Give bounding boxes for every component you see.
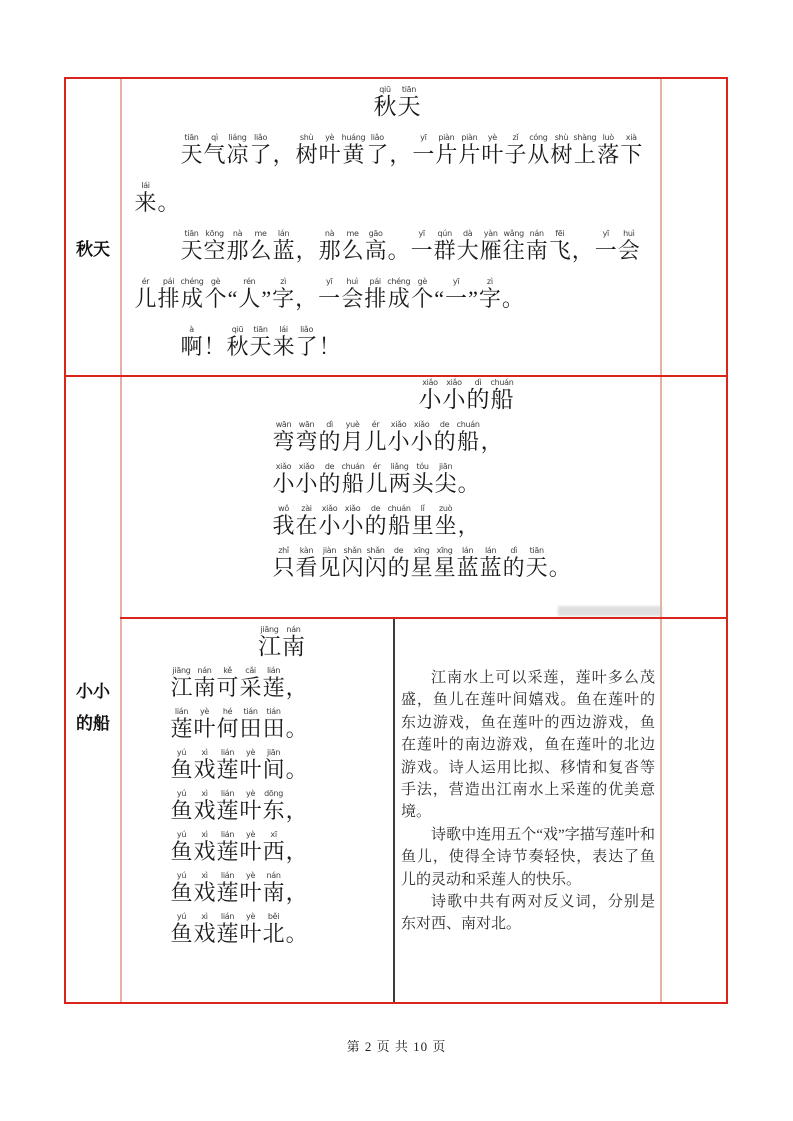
- text-line: 鱼yú戏xì莲lián叶yè东dōng，: [170, 789, 308, 823]
- row-divider-autumn-boat: [66, 375, 726, 377]
- row-label-text: 秋天: [76, 240, 110, 259]
- text-line: 莲lián叶yè何hé田tián田tián。: [170, 707, 308, 741]
- text-line: 只zhǐ看kàn见jiàn闪shǎn闪shǎn的de星xīng星xīng蓝lán蓝lán的dì天tiān。: [272, 546, 571, 580]
- commentary-paragraph: 江南水上可以采莲，莲叶多么茂盛，鱼儿在莲叶间嬉戏。鱼在莲叶的东边游戏，鱼在莲叶的西边游戏，鱼在莲叶的南边游戏，鱼在莲叶的北边游戏。诗人运用比拟、移情和复沓等手法，营造出江南水上采莲的优美意境。: [401, 670, 655, 821]
- worksheet-table: [64, 77, 728, 1004]
- jiangnan-commentary-divider: [393, 619, 395, 1002]
- lesson-little-boat: [122, 378, 660, 588]
- text-line: 鱼yú戏xì莲lián叶yè间jiān。: [170, 748, 308, 782]
- commentary-paragraph: 诗歌中共有两对反义词，分别是东对西、南对北。: [401, 894, 655, 933]
- text-line: 我wǒ在zài小xiǎo小xiǎo的de船chuán里lǐ坐zuò，: [272, 504, 480, 538]
- right-column-divider: [660, 79, 662, 1002]
- lesson-autumn: [122, 85, 660, 373]
- row-label-text: 小小: [76, 682, 110, 701]
- lesson-title: 小xiǎo小xiǎo的dì船chuán: [418, 378, 514, 412]
- text-line: 鱼yú戏xì莲lián叶yè北běi。: [170, 912, 308, 946]
- text-line: 鱼yú戏xì莲lián叶yè西xī，: [170, 830, 308, 864]
- row-label-boat: [66, 676, 120, 740]
- commentary-paragraph: 诗歌中连用五个“戏”字描写莲叶和鱼儿，使得全诗节奏轻快，表达了鱼儿的灵动和采莲人的快乐。: [401, 826, 655, 888]
- lesson-jiangnan: [122, 625, 393, 953]
- text-line: 来lái。: [134, 181, 180, 215]
- text-line: 江jiāng南nán可kě采cǎi莲lián，: [170, 666, 308, 700]
- row-label-autumn: [66, 234, 120, 266]
- text-line: 儿ér排pái成chéng个gè“人rén”字zì，一yī会huì排pái成chéng个gè“一yī”字zì。: [134, 277, 524, 311]
- row-label-text: 的船: [76, 714, 110, 733]
- text-line: 天tiān气qì凉liáng了liǎo，树shù叶yè黄huáng了liǎo，一yī片piàn片piàn叶yè子zǐ从cóng树shù上shàng落luò下xià: [180, 133, 643, 167]
- lesson-title: 江jiāng南nán: [258, 625, 305, 659]
- row-divider-boat-jiangnan: [120, 617, 726, 619]
- text-line: 天tiān空kōng那nà么me蓝lán，那nà么me高gāo。一yī群qún大dà雁yàn往wǎng南nán飞fēi，一yī会huì: [180, 229, 640, 263]
- text-line: 鱼yú戏xì莲lián叶yè南nán，: [170, 871, 308, 905]
- text-line: 小xiǎo小xiǎo的de船chuán儿ér两liǎng头tóu尖jiān。: [272, 462, 480, 496]
- text-line: 弯wān弯wān的dì月yuè儿ér小xiǎo小xiǎo的de船chuán，: [272, 420, 503, 454]
- page-number-footer: 第 2 页 共 10 页: [346, 1039, 447, 1054]
- lesson-title: 秋qiū天tiān: [373, 85, 421, 119]
- text-line: 啊à！秋qiū天tiān来lái了liǎo！: [180, 325, 341, 359]
- jiangnan-commentary: [401, 667, 655, 936]
- scan-artifact: [558, 606, 662, 616]
